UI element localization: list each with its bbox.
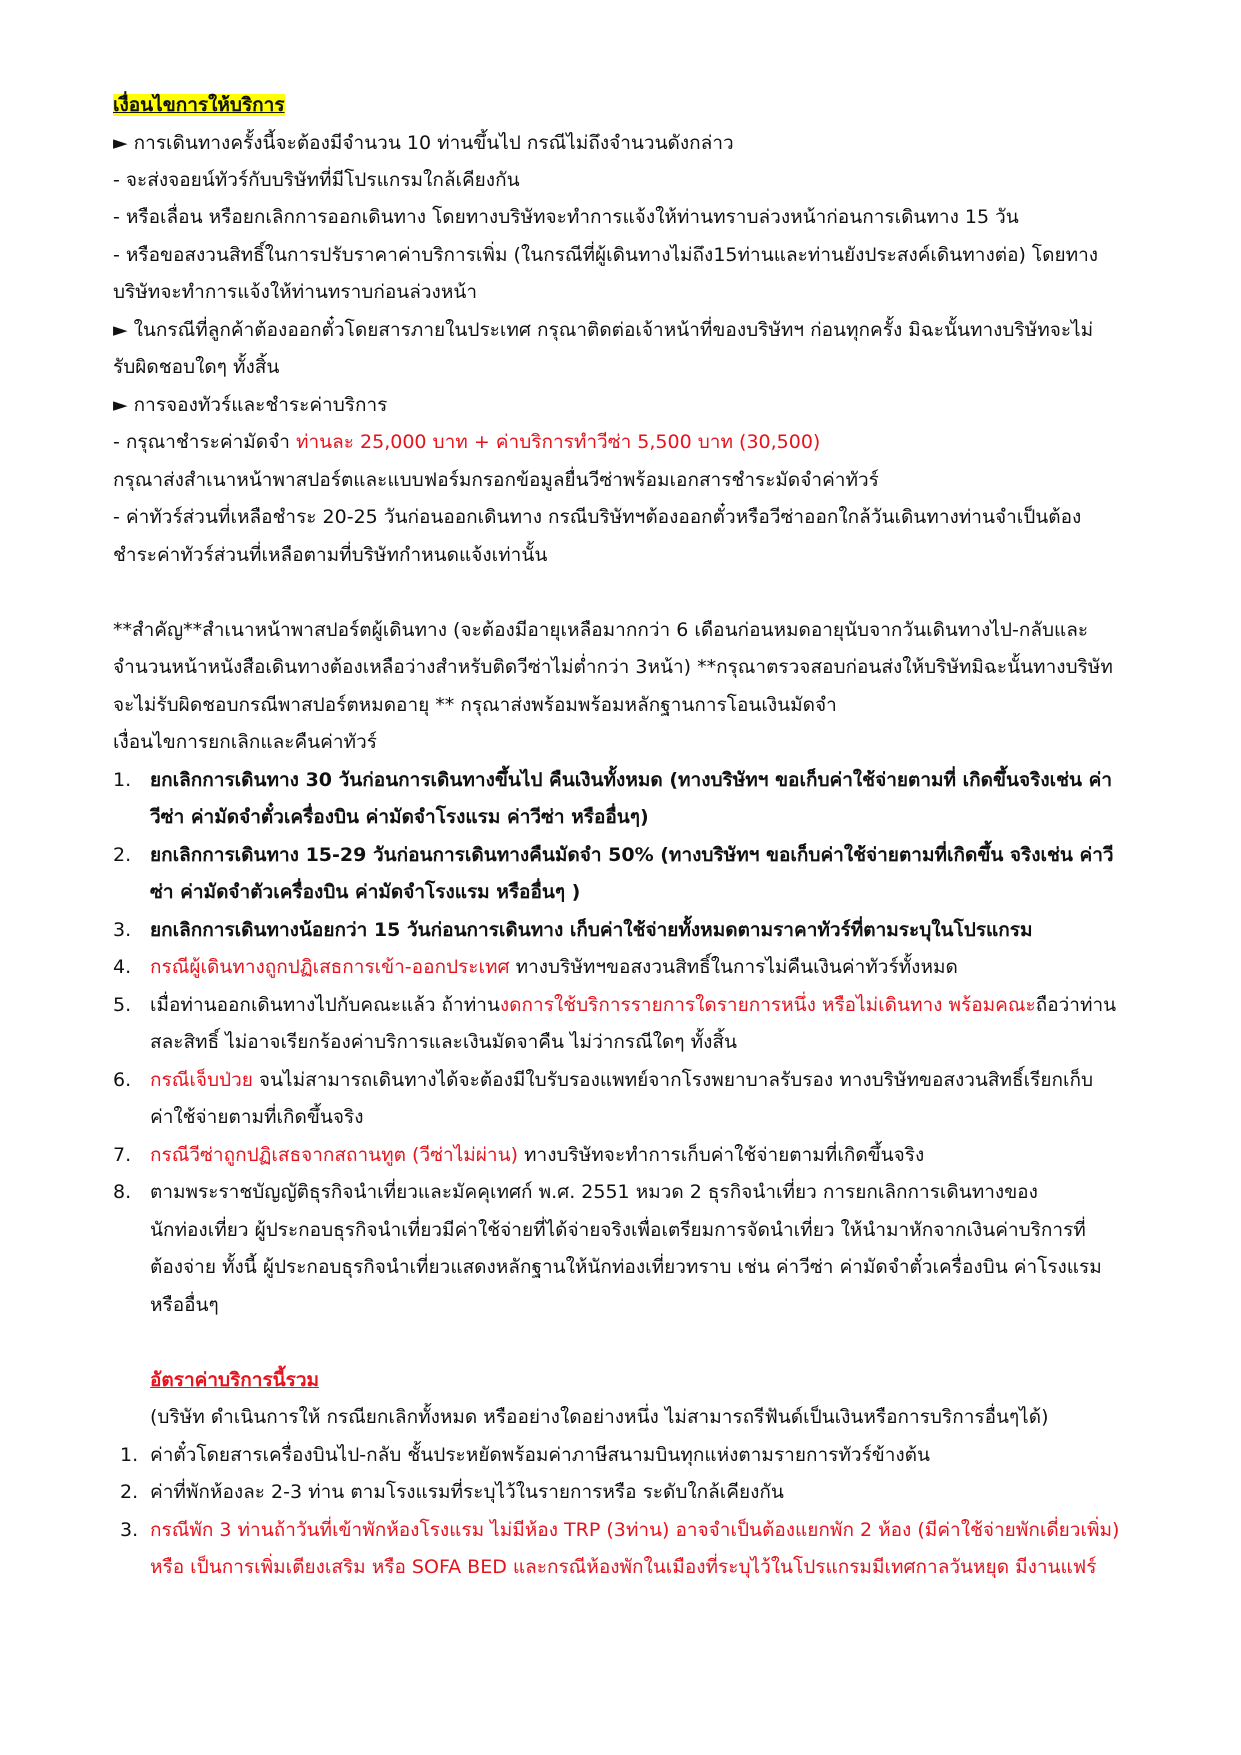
conditions-line: กรุณาส่งสำเนาหน้าพาสปอร์ตและแบบฟอร์มกรอกข้อมูลยื่นวีซ่าพร้อมเอกสารชำระมัดจำค่าทัวร์ [113,469,879,491]
cancel-item-8: ตามพระราชบัญญัติธุรกิจนำเที่ยวและมัคคุเทศก์ พ.ศ. 2551 หมวด 2 ธุรกิจนำเที่ยว การยกเลิกการเดินทางของ [150,1181,1038,1203]
cancel-item-6: กรณีเจ็บป่วย จนไม่สามารถเดินทางได้จะต้องมีใบรับรองแพทย์จากโรงพยาบาลรับรอง ทางบริษัทขอสงวนสิทธิ์เรียกเก็บ [150,1069,1094,1091]
important-line: จำนวนหน้าหนังสือเดินทางต้องเหลือว่างสำหรับติดวีซ่าไม่ต่ำกว่า 3หน้า) **กรุณาตรวจสอบก่อนส่งให้บริษัทมิฉะนั้นทางบริษัท [113,656,1113,678]
conditions-line: ชำระค่าทัวร์ส่วนที่เหลือตามที่บริษัทกำหนดแจ้งเท่านั้น [113,544,548,566]
cancel-item-5: เมื่อท่านออกเดินทางไปกับคณะแล้ว ถ้าท่านงดการใช้บริการรายการใดรายการหนึ่ง หรือไม่เดินทาง พร้อมคณะถือว่าท่าน [150,994,1117,1016]
conditions-title: เงื่อนไขการให้บริการ [113,94,285,116]
cancel-item-2: ยกเลิกการเดินทาง 15-29 วันก่อนการเดินทางคืนมัดจำ 50% (ทางบริษัทฯ ขอเก็บค่าใช้จ่ายตามที่เกิดขึ้น จริงเช่น ค่าวี [150,844,1114,866]
cancel-title: เงื่อนไขการยกเลิกและคืนค่าทัวร์ [113,731,377,753]
conditions-line: - จะส่งจอยน์ทัวร์กับบริษัทที่มีโปรแกรมใกล้เคียงกัน [113,169,520,191]
cancel-item-6-cont: ค่าใช้จ่ายตามที่เกิดขึ้นจริง [150,1106,364,1128]
cancel-item-number: 4. [113,956,132,978]
includes-item-1: ค่าตั๋วโดยสารเครื่องบินไป-กลับ ชั้นประหยัดพร้อมค่าภาษีสนามบินทุกแห่งตามรายการทัวร์ข้างต้น [150,1444,930,1466]
includes-item-3-cont: หรือ เป็นการเพิ่มเตียงเสริม หรือ SOFA BED และกรณีห้องพักในเมืองที่ระบุไว้ในโปรแกรมมีเทศกาลวันหยุด มีงานแฟร์ [150,1556,1097,1578]
cancel-item-5-cont: สละสิทธิ์ ไม่อาจเรียกร้องค่าบริการและเงินมัดจาคืน ไม่ว่ากรณีใดๆ ทั้งสิ้น [150,1031,738,1053]
deposit-label: - กรุณาชำระค่ามัดจำ [113,431,296,453]
cancel-item-number: 6. [113,1069,132,1091]
cancel-item-number: 5. [113,994,132,1016]
conditions-line: บริษัทจะทำการแจ้งให้ท่านทราบก่อนล่วงหน้า [113,281,477,303]
cancel-item-number: 3. [113,919,132,941]
includes-item-number: 2. [120,1481,139,1503]
cancel-item-1: ยกเลิกการเดินทาง 30 วันก่อนการเดินทางขึ้นไป คืนเงินทั้งหมด (ทางบริษัทฯ ขอเก็บค่าใช้จ่ายตามที่ เกิดขึ้นจริงเช่น ค่า [150,769,1112,791]
conditions-line: รับผิดชอบใดๆ ทั้งสิ้น [113,356,280,378]
cancel-item-8-cont: นักท่องเที่ยว ผู้ประกอบธุรกิจนำเที่ยวมีค่าใช้จ่ายที่ได้จ่ายจริงเพื่อเตรียมการจัดนำเที่ยว ให้นำมาหักจากเงินค่าบริการที่ [150,1219,1086,1241]
includes-note: (บริษัท ดำเนินการให้ กรณียกเลิกทั้งหมด หรืออย่างใดอย่างหนึ่ง ไม่สามารถรีฟันด์เป็นเงินหรือการบริการอื่นๆได้) [150,1406,1049,1428]
conditions-line: - หรือเลื่อน หรือยกเลิกการออกเดินทาง โดยทางบริษัทจะทำการแจ้งให้ท่านทราบล่วงหน้าก่อนการเดินทาง 15 วัน [113,206,1019,228]
cancel-item-number: 7. [113,1144,132,1166]
important-line: **สำคัญ**สำเนาหน้าพาสปอร์ตผู้เดินทาง (จะต้องมีอายุเหลือมากกว่า 6 เดือนก่อนหมดอายุนับจากวันเดินทางไป-กลับและ [113,619,1089,641]
conditions-line: - ค่าทัวร์ส่วนที่เหลือชำระ 20-25 วันก่อนออกเดินทาง กรณีบริษัทฯต้องออกตั๋วหรือวีซ่าออกใกล้วันเดินทางท่านจำเป็นต้อง [113,506,1082,528]
cancel-item-3: ยกเลิกการเดินทางน้อยกว่า 15 วันก่อนการเดินทาง เก็บค่าใช้จ่ายทั้งหมดตามราคาทัวร์ที่ตามระบุในโปรแกรม [150,919,1033,941]
cancel-item-8-cont: หรืออื่นๆ [150,1294,219,1316]
deposit-amount: ท่านละ 25,000 บาท + ค่าบริการทำวีซ่า 5,500 บาท (30,500) [295,431,821,453]
conditions-line: - หรือขอสงวนสิทธิ์ในการปรับราคาค่าบริการเพิ่ม (ในกรณีที่ผู้เดินทางไม่ถึง15ท่านและท่านยังประสงค์เดินทางต่อ) โดยทาง [113,244,1099,266]
cancel-item-8-cont: ต้องจ่าย ทั้งนี้ ผู้ประกอบธุรกิจนำเที่ยวแสดงหลักฐานให้นักท่องเที่ยวทราบ เช่น ค่าวีซ่า ค่ามัดจำตั๋วเครื่องบิน ค่าโรงแรม [150,1256,1102,1278]
includes-item-3: กรณีพัก 3 ท่านถ้าวันที่เข้าพักห้องโรงแรม ไม่มีห้อง TRP (3ท่าน) อาจจำเป็นต้องแยกพัก 2 ห้อง (มีค่าใช้จ่ายพักเดี่ยวเพิ่ม) [150,1519,1120,1541]
cancel-item-number: 8. [113,1181,132,1203]
conditions-line: ► การเดินทางครั้งนี้จะต้องมีจำนวน 10 ท่านขึ้นไป กรณีไม่ถึงจำนวนดังกล่าว [113,132,734,154]
conditions-line: ► การจองทัวร์และชำระค่าบริการ [113,394,388,416]
cancel-item-7: กรณีวีซ่าถูกปฏิเสธจากสถานทูต (วีซ่าไม่ผ่าน) ทางบริษัทจะทำการเก็บค่าใช้จ่ายตามที่เกิดขึ้นจริง [150,1144,925,1166]
important-line: จะไม่รับผิดชอบกรณีพาสปอร์ตหมดอายุ ** กรุณาส่งพร้อมพร้อมหลักฐานการโอนเงินมัดจำ [113,694,837,716]
cancel-item-number: 1. [113,769,132,791]
cancel-item-number: 2. [113,844,132,866]
deposit-line [113,429,820,455]
includes-title: อัตราค่าบริการนี้รวม [150,1369,320,1391]
cancel-item-2-cont: ซ่า ค่ามัดจำตัวเครื่องบิน ค่ามัดจำโรงแรม หรืออื่นๆ ) [150,881,581,903]
includes-item-number: 1. [120,1444,139,1466]
includes-item-2: ค่าที่พักห้องละ 2-3 ท่าน ตามโรงแรมที่ระบุไว้ในรายการหรือ ระดับใกล้เคียงกัน [150,1481,784,1503]
conditions-line: ► ในกรณีที่ลูกค้าต้องออกตั๋วโดยสารภายในประเทศ กรุณาติดต่อเจ้าหน้าที่ของบริษัทฯ ก่อนทุกครั้ง มิฉะนั้นทางบริษัทจะไม่ [113,319,1094,341]
cancel-item-1-cont: วีซ่า ค่ามัดจำตั๋วเครื่องบิน ค่ามัดจำโรงแรม ค่าวีซ่า หรืออื่นๆ) [150,806,649,828]
cancel-item-4: กรณีผู้เดินทางถูกปฏิเสธการเข้า-ออกประเทศ ทางบริษัทฯขอสงวนสิทธิ์ในการไม่คืนเงินค่าทัวร์ทั้งหมด [150,956,958,978]
includes-item-number: 3. [120,1519,139,1541]
